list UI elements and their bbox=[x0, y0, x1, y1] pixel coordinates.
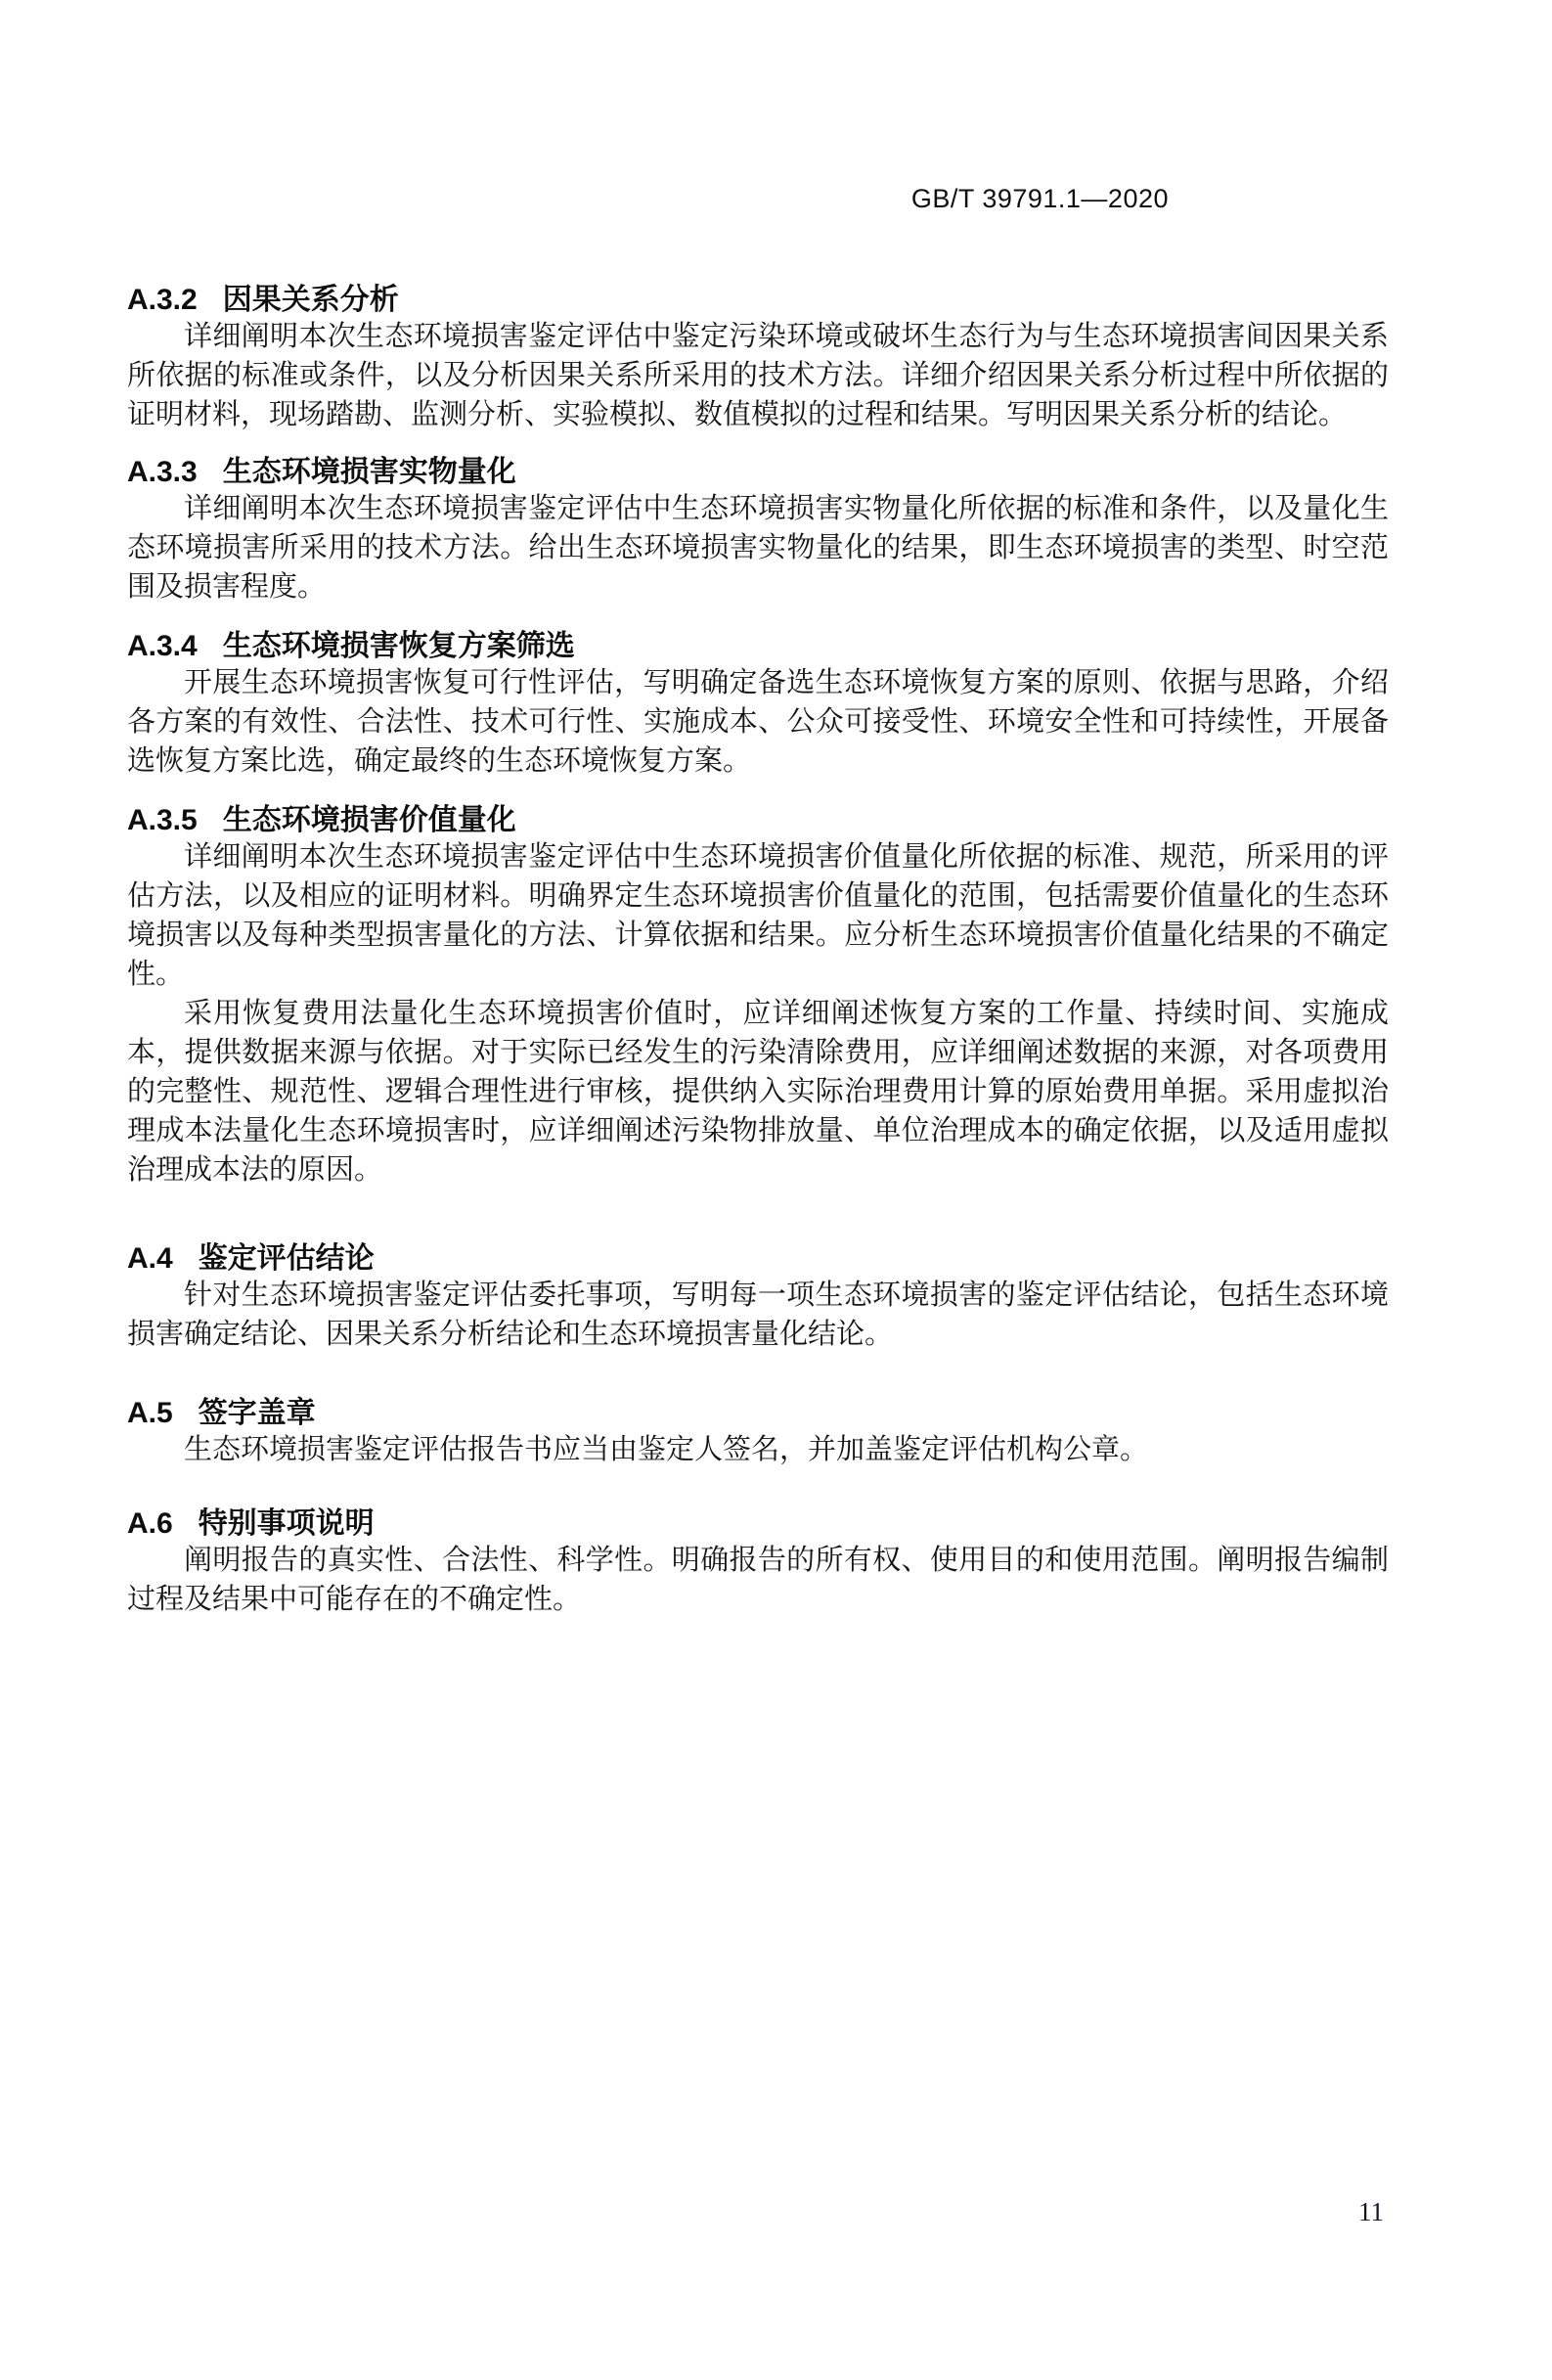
section-title: 生态环境损害实物量化 bbox=[222, 456, 516, 488]
section-a3-5 bbox=[127, 804, 1389, 1190]
section-title: 生态环境损害价值量化 bbox=[222, 804, 516, 836]
section-a3-3 bbox=[127, 456, 1389, 606]
section-a5 bbox=[127, 1397, 1389, 1469]
section-heading bbox=[127, 804, 1389, 837]
section-a4 bbox=[127, 1242, 1389, 1354]
paragraph: 详细阐明本次生态环境损害鉴定评估中生态环境损害价值量化所依据的标准、规范，所采用的评估方法，以及相应的证明材料。明确界定生态环境损害价值量化的范围，包括需要价值量化的生态环境损害以及每种类型损害量化的方法、计算依据和结果。应分析生态环境损害价值量化结果的不确定性。 bbox=[127, 841, 1389, 990]
section-heading bbox=[127, 284, 1389, 317]
paragraph: 详细阐明本次生态环境损害鉴定评估中鉴定污染环境或破坏生态行为与生态环境损害间因果关系所依据的标准或条件，以及分析因果关系所采用的技术方法。详细介绍因果关系分析过程中所依据的证明材料，现场踏勘、监测分析、实验模拟、数值模拟的过程和结果。写明因果关系分析的结论。 bbox=[127, 321, 1389, 430]
document-content bbox=[0, 184, 1552, 1619]
section-a3-2 bbox=[127, 284, 1389, 434]
page-number: 11 bbox=[1358, 2197, 1384, 2226]
section-title: 因果关系分析 bbox=[222, 284, 399, 316]
document-page bbox=[0, 184, 1552, 2380]
section-heading bbox=[127, 456, 1389, 489]
section-number: A.3.3 bbox=[127, 456, 198, 488]
section-number: A.3.5 bbox=[127, 804, 198, 836]
section-heading bbox=[127, 630, 1389, 663]
section-a3-4 bbox=[127, 630, 1389, 781]
section-a6 bbox=[127, 1507, 1389, 1619]
paragraph: 阐明报告的真实性、合法性、科学性。明确报告的所有权、使用目的和使用范围。阐明报告编制过程及结果中可能存在的不确定性。 bbox=[127, 1545, 1389, 1615]
section-heading bbox=[127, 1397, 1389, 1430]
section-title: 鉴定评估结论 bbox=[198, 1242, 375, 1275]
section-title: 签字盖章 bbox=[198, 1397, 316, 1429]
section-number: A.6 bbox=[127, 1507, 173, 1540]
section-heading bbox=[127, 1242, 1389, 1276]
paragraph: 开展生态环境损害恢复可行性评估，写明确定备选生态环境恢复方案的原则、依据与思路，介绍各方案的有效性、合法性、技术可行性、实施成本、公众可接受性、环境安全性和可持续性，开展备选恢复方案比选，确定最终的生态环境恢复方案。 bbox=[127, 667, 1389, 777]
section-number: A.5 bbox=[127, 1397, 173, 1429]
section-title: 生态环境损害恢复方案筛选 bbox=[222, 630, 575, 662]
paragraph: 采用恢复费用法量化生态环境损害价值时，应详细阐述恢复方案的工作量、持续时间、实施成本，提供数据来源与依据。对于实际已经发生的污染清除费用，应详细阐述数据的来源，对各项费用的完整性、规范性、逻辑合理性进行审核，提供纳入实际治理费用计算的原始费用单据。采用虚拟治理成本法量化生态环境损害时，应详细阐述污染物排放量、单位治理成本的确定依据，以及适用虚拟治理成本法的原因。 bbox=[127, 998, 1389, 1186]
paragraph: 详细阐明本次生态环境损害鉴定评估中生态环境损害实物量化所依据的标准和条件，以及量化生态环境损害所采用的技术方法。给出生态环境损害实物量化的结果，即生态环境损害的类型、时空范围及损害程度。 bbox=[127, 493, 1389, 603]
section-title: 特别事项说明 bbox=[198, 1507, 375, 1540]
section-number: A.3.2 bbox=[127, 284, 198, 316]
section-heading bbox=[127, 1507, 1389, 1541]
section-number: A.3.4 bbox=[127, 630, 198, 662]
paragraph: 针对生态环境损害鉴定评估委托事项，写明每一项生态环境损害的鉴定评估结论，包括生态环境损害确定结论、因果关系分析结论和生态环境损害量化结论。 bbox=[127, 1280, 1389, 1350]
paragraph: 生态环境损害鉴定评估报告书应当由鉴定人签名，并加盖鉴定评估机构公章。 bbox=[184, 1434, 1149, 1465]
standard-code-header: GB/T 39791.1—2020 bbox=[910, 184, 1169, 213]
section-number: A.4 bbox=[127, 1242, 173, 1275]
